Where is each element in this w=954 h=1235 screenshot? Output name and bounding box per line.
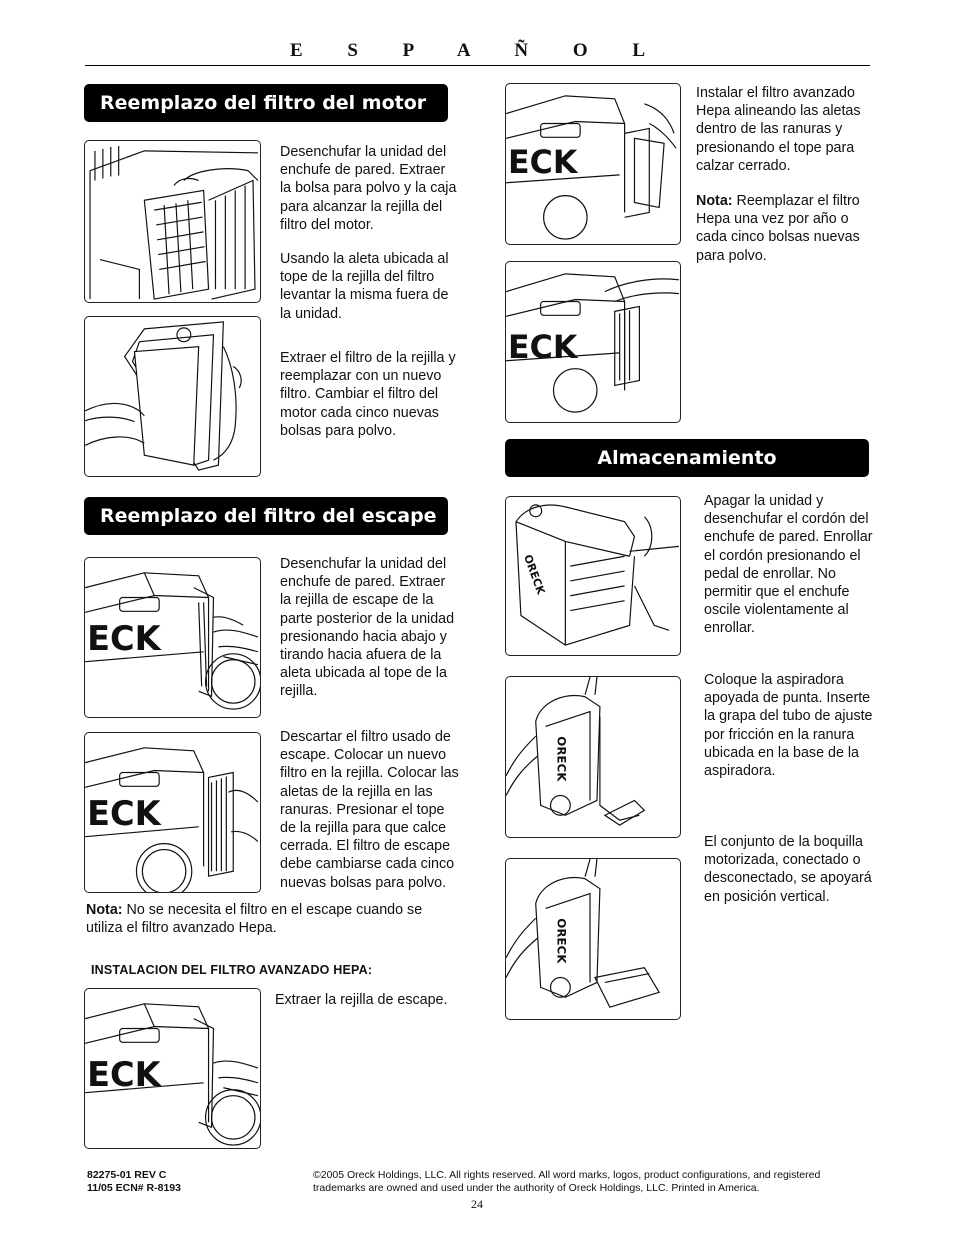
exhaust-note-label: Nota: bbox=[86, 902, 123, 918]
hepa-heading: INSTALACION DEL FILTRO AVANZADO HEPA: bbox=[91, 963, 373, 977]
footer-copyright-line-2: trademarks are owned and used under the authority of Oreck Holdings, LLC. Printed in America. bbox=[313, 1182, 760, 1194]
storage-step-3: El conjunto de la boquilla motorizada, conectado o desconectado, se apoyará en posición vertical. bbox=[704, 834, 872, 905]
brand-vertical-3: ORECK bbox=[554, 918, 569, 964]
motor-filter-step-2: Usando la aleta ubicada al tope de la rejilla del filtro levantar la misma fuera de la unidad. bbox=[280, 251, 449, 322]
motor-filter-banner: Reemplazo del filtro del motor bbox=[84, 84, 448, 122]
brand-fragment-5: ECK bbox=[508, 329, 578, 366]
hepa-note-label: Nota: bbox=[696, 193, 733, 209]
exhaust-filter-step-1: Desenchufar la unidad del enchufe de pared. Extraer la rejilla de escape de la parte posterior de la unidad presionando hacia abajo y tirando hacia afuera de la aleta ubicada al tope de la rejilla. bbox=[280, 556, 455, 700]
exhaust-filter-install-illustration bbox=[84, 732, 261, 893]
upright-clip-illustration bbox=[505, 676, 681, 838]
hepa-note-text: Reemplazar el filtro Hepa una vez por año o cada cinco bolsas nuevas para polvo. bbox=[696, 193, 860, 264]
page-number: 24 bbox=[471, 1197, 483, 1211]
hepa-filter-install-illustration bbox=[505, 83, 681, 245]
exhaust-grille-remove-illustration bbox=[84, 557, 261, 718]
hepa-step-1: Extraer la rejilla de escape. bbox=[275, 992, 448, 1008]
footer-date-ecn: 11/05 ECN# R-8193 bbox=[87, 1182, 181, 1194]
footer-copyright-line-1: ©2005 Oreck Holdings, LLC. All rights reserved. All word marks, logos, product configurations, and registered bbox=[313, 1169, 821, 1181]
motor-filter-replace-illustration bbox=[84, 316, 261, 477]
header-rule bbox=[85, 65, 870, 66]
footer-part-number: 82275-01 REV C bbox=[87, 1169, 167, 1181]
motor-filter-step-3: Extraer el filtro de la rejilla y reemplazar con un nuevo filtro. Cambiar el filtro del motor cada cinco nuevas bolsas para polvo. bbox=[280, 350, 456, 439]
storage-banner: Almacenamiento bbox=[505, 439, 869, 477]
exhaust-filter-banner: Reemplazo del filtro del escape bbox=[84, 497, 448, 535]
exhaust-note-text: No se necesita el filtro en el escape cuando se utiliza el filtro avanzado Hepa. bbox=[86, 902, 423, 937]
brand-fragment-1: ECK bbox=[87, 618, 161, 658]
hepa-closed-illustration bbox=[505, 261, 681, 423]
hepa-note bbox=[696, 192, 871, 265]
motor-filter-grid-illustration bbox=[84, 140, 261, 303]
brand-fragment-3: ECK bbox=[87, 1054, 161, 1094]
nozzle-standing-illustration bbox=[505, 858, 681, 1020]
storage-step-2: Coloque la aspiradora apoyada de punta. Inserte la grapa del tubo de ajuste por fricción en la ranura ubicada en la base de la aspiradora. bbox=[704, 672, 873, 780]
cord-wind-illustration bbox=[505, 496, 681, 656]
brand-vertical-2: ORECK bbox=[554, 736, 569, 782]
brand-fragment-2: ECK bbox=[87, 793, 161, 833]
exhaust-filter-step-2: Descartar el filtro usado de escape. Colocar un nuevo filtro en la rejilla. Colocar las aletas de la rejilla en las ranuras. Presionar el tope de la rejilla para que calce cerrada. El filtro de escape debe cambiarse cada cinco nuevas bolsas para polvo. bbox=[280, 729, 459, 891]
brand-fragment-4: ECK bbox=[508, 144, 578, 181]
hepa-grille-remove-illustration bbox=[84, 988, 261, 1149]
hepa-install-step: Instalar el filtro avanzado Hepa alineando las aletas dentro de las ranuras y presionando el tope para calzar cerrado. bbox=[696, 85, 861, 174]
motor-filter-step-1: Desenchufar la unidad del enchufe de pared. Extraer la bolsa para polvo y la caja para alcanzar la rejilla del filtro del motor. bbox=[280, 144, 457, 233]
brand-vertical-1: ORECK bbox=[521, 552, 548, 597]
storage-step-1: Apagar la unidad y desenchufar el cordón del enchufe de pared. Enrollar el cordón presionando el pedal de enrollar. No permitir que el enchufe oscile violentamente al enrollar. bbox=[704, 493, 873, 637]
language-heading: E S P A Ñ O L bbox=[289, 40, 666, 61]
exhaust-note bbox=[86, 901, 441, 937]
